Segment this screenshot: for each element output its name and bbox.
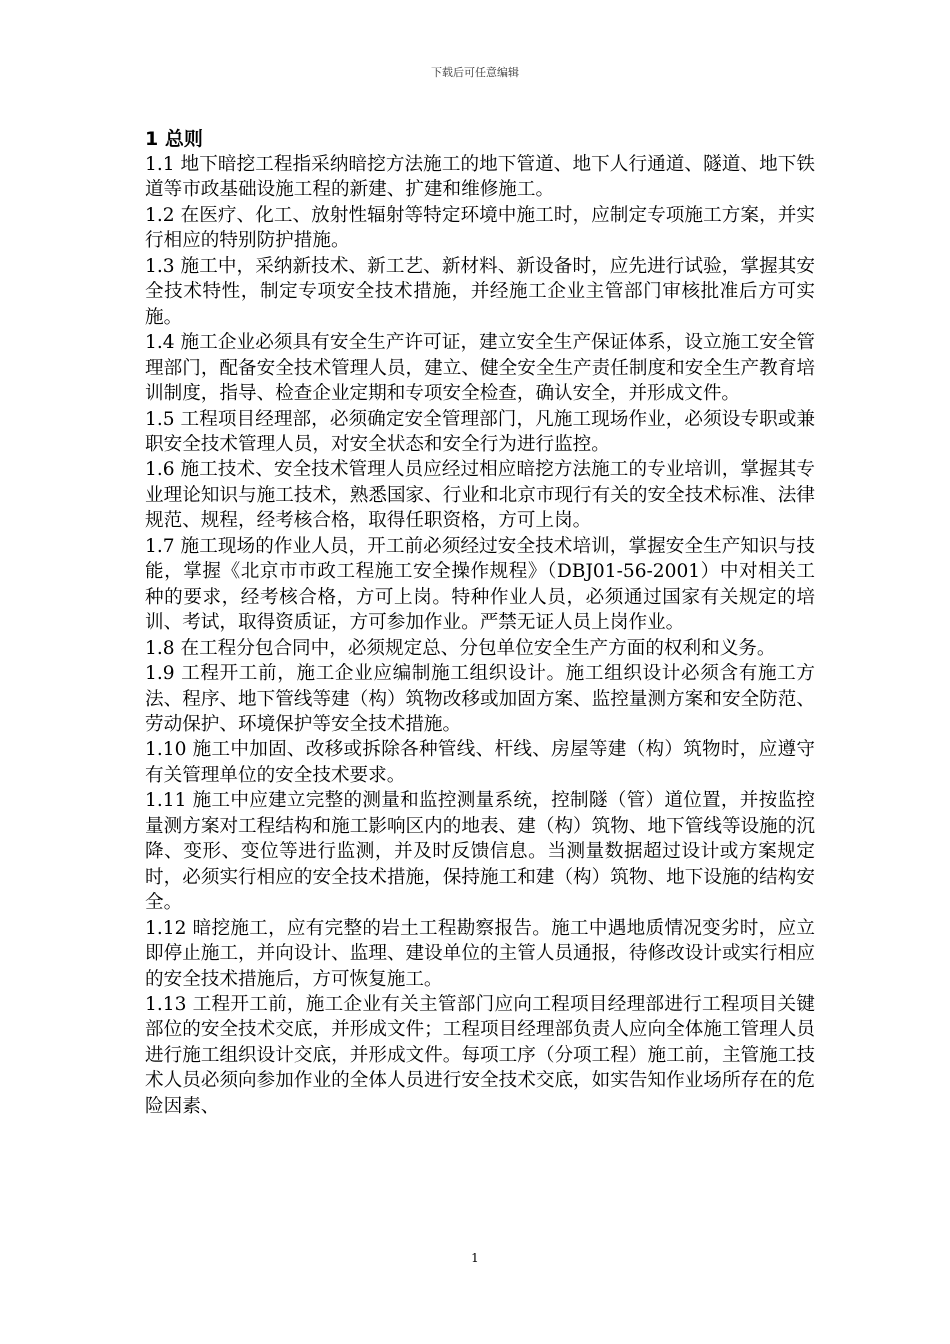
clause-1-12: 1.12 暗挖施工，应有完整的岩土工程勘察报告。施工中遇地质情况变劣时，应立即停止施工，并向设计、监理、建设单位的主管人员通报，待修改设计或实行相应的安全技术措施后，方可恢复施工。: [145, 917, 815, 990]
clause-1-8: 1.8 在工程分包合同中，必须规定总、分包单位安全生产方面的权利和义务。: [145, 637, 776, 659]
clause-1-3: 1.3 施工中，采纳新技术、新工艺、新材料、新设备时，应先进行试验，掌握其安全技术特性，制定专项安全技术措施，并经施工企业主管部门审核批准后方可实施。: [145, 255, 815, 328]
page-number: 1: [471, 1251, 479, 1265]
clause-1-4: 1.4 施工企业必须具有安全生产许可证，建立安全生产保证体系，设立施工安全管理部门，配备安全技术管理人员，建立、健全安全生产责任制度和安全生产教育培训制度，指导、检查企业定期和专项安全检查，确认安全，并形成文件。: [145, 332, 815, 405]
clause-1-6: 1.6 施工技术、安全技术管理人员应经过相应暗挖方法施工的专业培训，掌握其专业理论知识与施工技术，熟悉国家、行业和北京市现行有关的安全技术标准、法律规范、规程，经考核合格，取得任职资格，方可上岗。: [145, 459, 815, 532]
header-note: 下载后可任意编辑: [431, 66, 519, 79]
document-body: [145, 127, 815, 1119]
clause-1-1: 1.1 地下暗挖工程指采纳暗挖方法施工的地下管道、地下人行通道、隧道、地下铁道等市政基础设施工程的新建、扩建和维修施工。: [145, 154, 815, 201]
clause-1-5: 1.5 工程项目经理部，必须确定安全管理部门，凡施工现场作业，必须设专职或兼职安全技术管理人员，对安全状态和安全行为进行监控。: [145, 408, 815, 455]
clause-1-11: 1.11 施工中应建立完整的测量和监控测量系统，控制隧（管）道位置，并按监控量测方案对工程结构和施工影响区内的地表、建（构）筑物、地下管线等设施的沉降、变形、变位等进行监测，并及时反馈信息。当测量数据超过设计或方案规定时，必须实行相应的安全技术措施，保持施工和建（构）筑物、地下设施的结构安全。: [145, 790, 815, 914]
clause-1-2: 1.2 在医疗、化工、放射性辐射等特定环境中施工时，应制定专项施工方案，并实行相应的特别防护措施。: [145, 204, 815, 252]
section-title: 1 总则: [145, 128, 203, 150]
clause-1-10: 1.10 施工中加固、改移或拆除各种管线、杆线、房屋等建（构）筑物时，应遵守有关管理单位的安全技术要求。: [145, 739, 815, 786]
clause-1-9: 1.9 工程开工前，施工企业应编制施工组织设计。施工组织设计必须含有施工方法、程序、地下管线等建（构）筑物改移或加固方案、监控量测方案和安全防范、劳动保护、环境保护等安全技术措施。: [145, 663, 815, 735]
clause-1-13: 1.13 工程开工前，施工企业有关主管部门应向工程项目经理部进行工程项目关键部位的安全技术交底，并形成文件；工程项目经理部负责人应向全体施工管理人员进行施工组织设计交底，并形成文件。每项工序（分项工程）施工前，主管施工技术人员必须向参加作业的全体人员进行安全技术交底，如实告知作业场所存在的危险因素、: [145, 993, 815, 1117]
clause-1-7: 1.7 施工现场的作业人员，开工前必须经过安全技术培训，掌握安全生产知识与技能，掌握《北京市市政工程施工安全操作规程》（DBJ01-56-2001）中对相关工种的要求，经考核合格，方可上岗。特种作业人员，必须通过国家有关规定的培训、考试，取得资质证，方可参加作业。严禁无证人员上岗作业。: [145, 535, 815, 634]
